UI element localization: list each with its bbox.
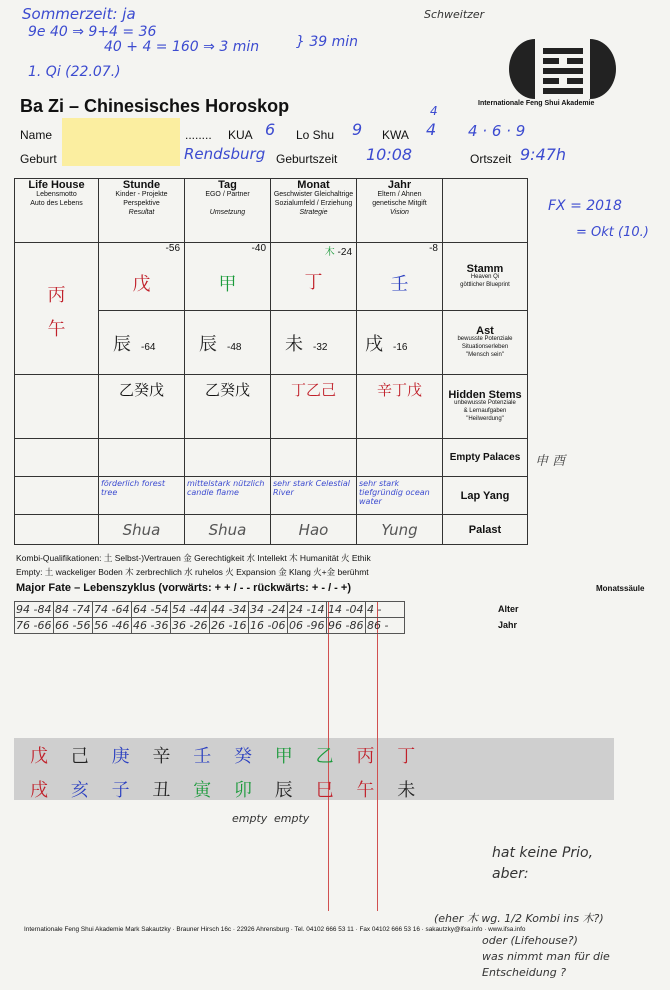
fate-year-0: 76 -66 <box>15 618 54 634</box>
time-value: 10:08 <box>366 145 413 164</box>
fate-branch-0: 戌 <box>30 780 48 801</box>
branch-tag: 辰 <box>199 333 217 355</box>
row-ast: Ast bewusste Potenziale Situationserleben "Mensch sein" <box>443 311 528 375</box>
palast-stunde: Shua <box>99 515 185 545</box>
stamm-jahr: -8 壬 <box>357 243 443 311</box>
fate-branch-1: 亥 <box>70 780 89 801</box>
fate-stem-4: 壬 <box>193 746 212 767</box>
note-summer-time: Sommerzeit: ja <box>22 5 136 23</box>
fate-branch-2: 子 <box>111 780 130 801</box>
note-name-top: Schweitzer <box>424 8 485 21</box>
col-jahr: Jahr Eltern / Ahnen genetische Mitgift Vision <box>357 179 443 243</box>
name-label: Name <box>20 128 53 142</box>
kwa-label: KWA <box>382 128 409 142</box>
stem-monat: 丁 <box>304 272 323 293</box>
ast-monat: 未 -32 <box>271 311 357 375</box>
row-lap: Lap Yang <box>443 477 528 515</box>
empty-monat <box>271 439 357 477</box>
fate-stem-1: 己 <box>70 746 89 767</box>
fate-year-6: 16 -06 <box>249 618 288 634</box>
lap-tag: mittelstark nützlich candle flame <box>185 477 271 515</box>
logo-caption: Internationale Feng Shui Akademie <box>478 100 595 107</box>
bottom-note-2: aber: <box>492 866 529 882</box>
branch-monat: 未 <box>285 333 303 355</box>
fate-branch-6: 辰 <box>274 780 293 801</box>
empty-tag <box>185 439 271 477</box>
monats-label: Monatssäule <box>596 584 645 593</box>
fate-age-9: 4 - <box>366 602 405 618</box>
hidden-jahr: 辛丁戊 <box>357 375 443 439</box>
fate-age-5: 44 -34 <box>210 602 249 618</box>
kua-value: 6 <box>265 120 276 139</box>
life-house-branch: 午 <box>47 319 66 340</box>
fate-age-0: 94 -84 <box>15 602 54 618</box>
stem-stunde: 戊 <box>132 274 151 295</box>
fate-year-2: 56 -46 <box>93 618 132 634</box>
fate-stem-8: 丙 <box>356 746 375 767</box>
hidden-monat: 丁乙己 <box>271 375 357 439</box>
time-label: Geburtszeit <box>276 152 338 166</box>
fate-stem-5: 癸 <box>234 746 252 767</box>
stamm-stunde: -56 戊 <box>99 243 185 311</box>
fate-age-1: 84 -74 <box>54 602 93 618</box>
fate-stem-6: 甲 <box>274 746 293 767</box>
ifsa-logo <box>505 38 620 100</box>
fate-year-4: 36 -26 <box>171 618 210 634</box>
fate-stem-7: 乙 <box>315 746 334 767</box>
fate-branch-7: 巳 <box>315 780 334 801</box>
bottom-note-1: hat keine Prio, <box>492 845 594 861</box>
empty-jahr <box>357 439 443 477</box>
side-note-1: FX = 2018 <box>548 198 622 214</box>
lap-life-blank <box>15 477 99 515</box>
branch-jahr: 戌 <box>365 333 383 355</box>
palast-life-blank <box>15 515 99 545</box>
fate-year-9: 86 - <box>366 618 405 634</box>
palast-jahr: Yung <box>357 515 443 545</box>
fate-stem-0: 戊 <box>30 746 48 767</box>
life-house-pillar <box>15 243 99 375</box>
birth-label: Geburt <box>20 152 57 166</box>
empty-mark-1: empty <box>232 812 268 825</box>
empty-life-blank <box>15 439 99 477</box>
row-palast: Palast <box>443 515 528 545</box>
lap-stunde: förderlich forest tree <box>99 477 185 515</box>
fate-stem-2: 庚 <box>111 746 130 767</box>
redacted-name <box>62 118 180 166</box>
note-calc-2: 40 + 4 = 160 ⇒ 3 min <box>104 39 260 55</box>
fate-age-2: 74 -64 <box>93 602 132 618</box>
col-stunde: Stunde Kinder - Projekte Perspektive Resultat <box>99 179 185 243</box>
fate-year-8: 96 -86 <box>327 618 366 634</box>
kwa-value: 4 <box>426 120 437 139</box>
fate-age-8: 14 -04 <box>327 602 366 618</box>
kwa-top: 4 <box>430 104 438 118</box>
hidden-stunde: 乙癸戊 <box>99 375 185 439</box>
hidden-tag: 乙癸戊 <box>185 375 271 439</box>
loshu-label: Lo Shu <box>296 128 335 142</box>
lap-monat: sehr stark Celestial River <box>271 477 357 515</box>
empty-mark-2: empty <box>274 812 310 825</box>
empty-stunde <box>99 439 185 477</box>
fate-year-1: 66 -56 <box>54 618 93 634</box>
page-title: Ba Zi – Chinesisches Horoskop <box>20 96 290 116</box>
kwa-extra: 4 · 6 · 9 <box>468 122 526 140</box>
note-calc-1: 9e 40 ⇒ 9+4 = 36 <box>28 24 157 40</box>
stamm-tag: -40 甲 <box>185 243 271 311</box>
empty-line: Empty: 土 wackeliger Boden 木 zerbrechlich 水 ruhelos 火 Expansion 金 Klang 火+金 berühmt <box>16 567 369 577</box>
fate-stem-3: 辛 <box>152 746 171 767</box>
birth-place: Rendsburg <box>184 145 266 163</box>
palast-tag: Shua <box>185 515 271 545</box>
fate-age-7: 24 -14 <box>288 602 327 618</box>
stem-tag: 甲 <box>218 274 237 295</box>
fate-title: Major Fate – Lebenszyklus (vorwärts: + + / - - rückwärts: + - / - +) <box>16 582 351 594</box>
loshu-value: 9 <box>352 120 363 139</box>
kua-dots: ........ <box>185 128 212 142</box>
branch-stunde: 辰 <box>113 333 131 355</box>
empty-note: 申 酉 <box>535 454 566 469</box>
fate-branch-3: 丑 <box>152 780 171 801</box>
row-stamm: Stamm Heaven Qi göttlicher Blueprint <box>443 243 528 311</box>
side-note-2: = Okt (10.) <box>576 225 649 240</box>
hidden-life-blank <box>15 375 99 439</box>
life-house-stem: 丙 <box>47 285 66 306</box>
fate-year-7: 06 -96 <box>288 618 327 634</box>
fate-table <box>14 601 405 634</box>
alter-label: Alter <box>498 604 519 614</box>
kombi-line: Kombi-Qualifikationen: 土 Selbst-)Vertrauen 金 Gerechtigkeit 水 Intellekt 木 Humanität 火 Ethik <box>16 553 371 563</box>
stamm-monat: 木 -24 丁 <box>271 243 357 311</box>
col-label-blank <box>443 179 528 243</box>
bottom-note-3: (eher 木 wg. 1/2 Kombi ins 木?) <box>434 912 604 925</box>
palast-monat: Hao <box>271 515 357 545</box>
col-tag: Tag EGO / Partner Umsetzung <box>185 179 271 243</box>
col-monat: Monat Geschwister Gleichaltrige Sozialumfeld / Erziehung Strategie <box>271 179 357 243</box>
local-label: Ortszeit <box>470 152 512 166</box>
bottom-note-4: oder (Lifehouse?) <box>482 934 578 947</box>
note-qi: 1. Qi (22.07.) <box>28 64 121 80</box>
shaded-band <box>14 738 614 800</box>
fate-age-3: 64 -54 <box>132 602 171 618</box>
month-wood: 木 <box>324 247 335 258</box>
kua-label: KUA <box>228 128 253 142</box>
bottom-note-6: Entscheidung ? <box>482 966 567 979</box>
fate-branch-4: 寅 <box>193 780 212 801</box>
fate-age-6: 34 -24 <box>249 602 288 618</box>
ast-tag: 辰 -48 <box>185 311 271 375</box>
bazi-grid <box>14 178 528 545</box>
note-calc-3: } 39 min <box>296 34 359 50</box>
col-life-house: Life House Lebensmotto Auto des Lebens <box>15 179 99 243</box>
row-empty: Empty Palaces <box>443 439 528 477</box>
row-hidden: Hidden Stems unbewusste Potenziale & Lernaufgaben "Heilwerdung" <box>443 375 528 439</box>
stem-jahr: 壬 <box>390 274 409 295</box>
fate-stem-9: 丁 <box>397 746 416 767</box>
ast-stunde: 辰 -64 <box>99 311 185 375</box>
bottom-note-5: was nimmt man für die <box>482 950 610 963</box>
fate-age-4: 54 -44 <box>171 602 210 618</box>
local-value: 9:47h <box>520 145 567 164</box>
fate-year-5: 26 -16 <box>210 618 249 634</box>
footer: Internationale Feng Shui Akademie Mark Sakautzky · Brauner Hirsch 16c · 22926 Ahrensburg · Tel. 04102 666 53 11 · Fax 04102 666 53 16 · sakautzky@ifsa.info · www.ifsa.info <box>24 926 526 933</box>
ast-jahr: 戌 -16 <box>357 311 443 375</box>
lap-jahr: sehr stark tiefgründig ocean water <box>357 477 443 515</box>
jahr-label: Jahr <box>498 620 518 630</box>
fate-branch-8: 午 <box>356 780 375 801</box>
fate-branch-5: 卯 <box>234 780 252 801</box>
fate-branch-9: 未 <box>397 780 416 801</box>
fate-year-3: 46 -36 <box>132 618 171 634</box>
